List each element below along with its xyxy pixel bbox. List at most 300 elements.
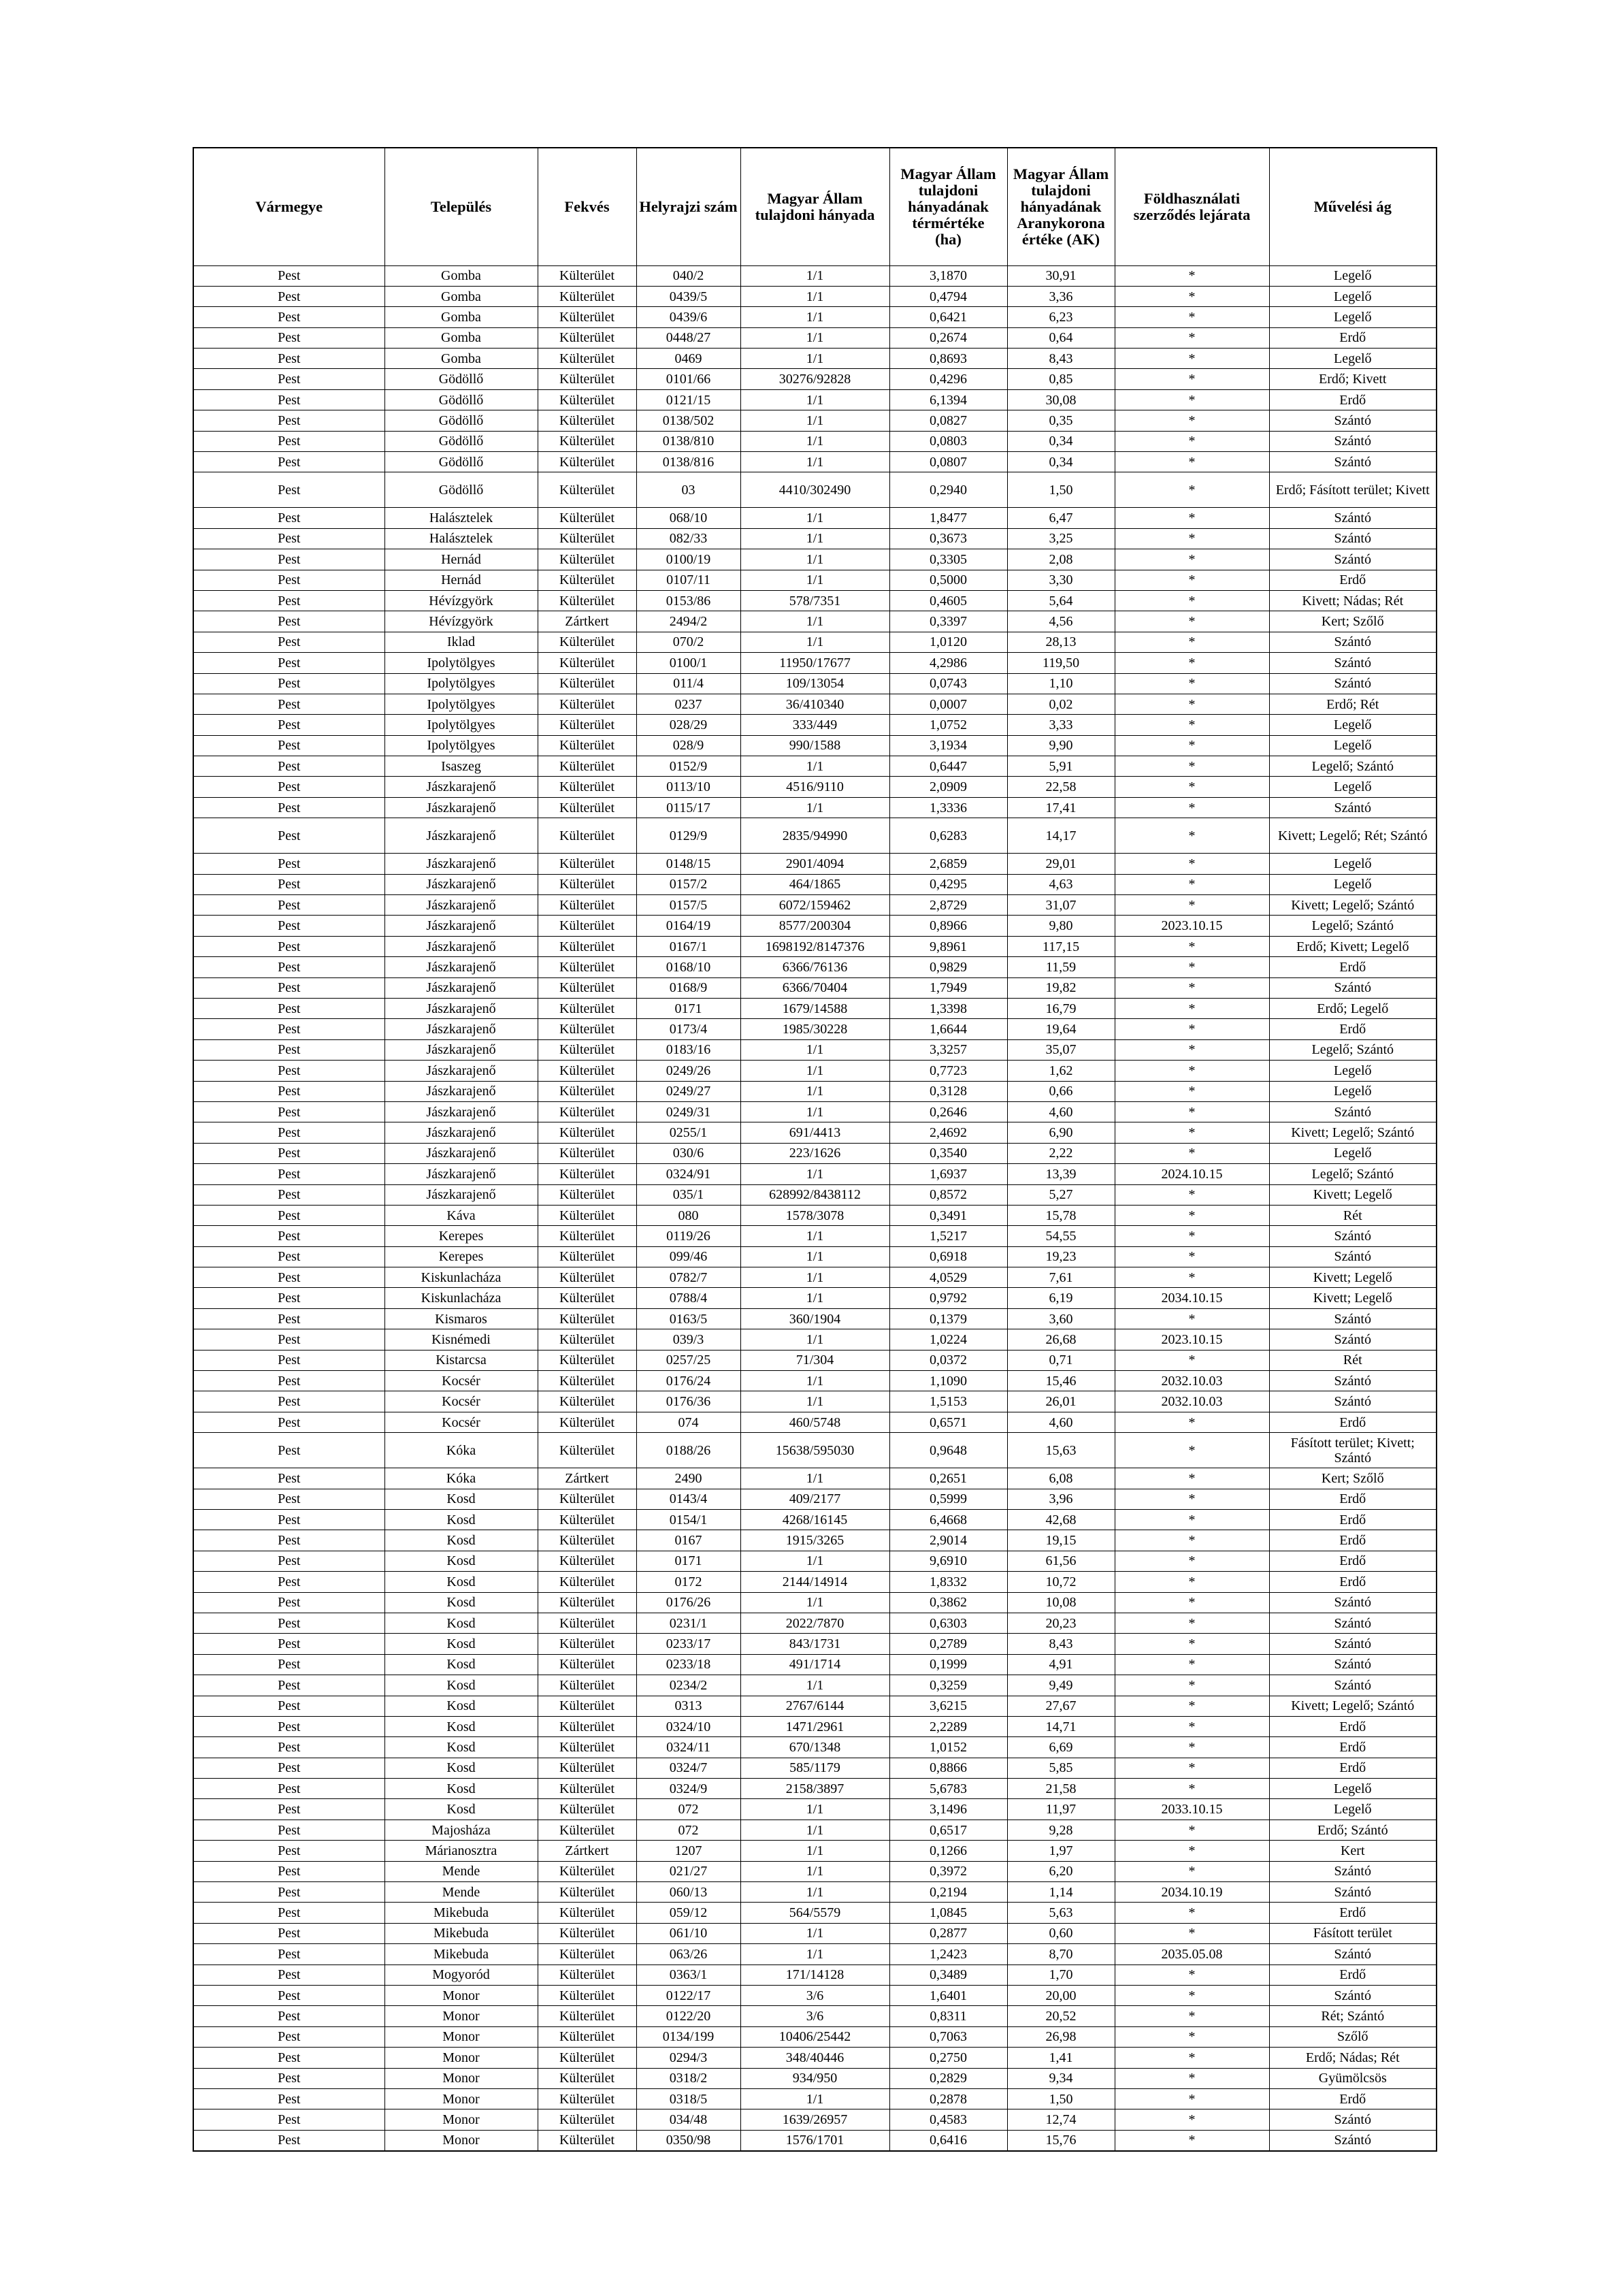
cell-fekves: Külterület <box>538 895 636 916</box>
cell-muvelesi-ag: Szántó <box>1269 1308 1437 1329</box>
cell-varmegye: Pest <box>193 508 384 528</box>
cell-aranykorona: 19,82 <box>1007 977 1115 998</box>
table-row <box>193 1923 1437 1943</box>
cell-muvelesi-ag: Kivett; Legelő; Rét; Szántó <box>1269 818 1437 854</box>
cell-muvelesi-ag: Szántó <box>1269 1101 1437 1122</box>
cell-varmegye: Pest <box>193 1820 384 1840</box>
cell-termertek: 0,2878 <box>889 2088 1007 2109</box>
cell-helyrajzi-szam: 0249/31 <box>636 1101 740 1122</box>
cell-varmegye: Pest <box>193 528 384 549</box>
cell-termertek: 0,3397 <box>889 611 1007 632</box>
cell-aranykorona: 3,60 <box>1007 1308 1115 1329</box>
cell-fekves: Külterület <box>538 1267 636 1288</box>
table-row <box>193 1412 1437 1432</box>
cell-tulajdoni-hanyad: 585/1179 <box>740 1758 889 1778</box>
cell-aranykorona: 4,60 <box>1007 1412 1115 1432</box>
cell-helyrajzi-szam: 0167 <box>636 1530 740 1551</box>
cell-muvelesi-ag: Erdő <box>1269 1509 1437 1530</box>
cell-varmegye: Pest <box>193 1779 384 1799</box>
cell-telepules: Kosd <box>384 1572 538 1592</box>
cell-muvelesi-ag: Erdő; Legelő <box>1269 999 1437 1019</box>
table-row <box>193 1696 1437 1716</box>
cell-muvelesi-ag: Legelő <box>1269 1799 1437 1820</box>
cell-muvelesi-ag: Erdő; Nádas; Rét <box>1269 2048 1437 2068</box>
cell-aranykorona: 0,34 <box>1007 431 1115 451</box>
cell-aranykorona: 26,98 <box>1007 2026 1115 2047</box>
cell-termertek: 1,7949 <box>889 977 1007 998</box>
cell-muvelesi-ag: Szántó <box>1269 1226 1437 1246</box>
cell-fekves: Külterület <box>538 307 636 327</box>
cell-tulajdoni-hanyad: 1/1 <box>740 1371 889 1391</box>
cell-tulajdoni-hanyad: 1/1 <box>740 410 889 431</box>
cell-tulajdoni-hanyad: 1/1 <box>740 756 889 777</box>
table-row <box>193 1061 1437 1081</box>
cell-helyrajzi-szam: 0168/9 <box>636 977 740 998</box>
cell-fekves: Külterület <box>538 1923 636 1943</box>
cell-muvelesi-ag: Kert; Szőlő <box>1269 1468 1437 1489</box>
cell-szerzodes-lejarata: * <box>1115 874 1269 894</box>
cell-aranykorona: 26,68 <box>1007 1329 1115 1350</box>
cell-szerzodes-lejarata: * <box>1115 611 1269 632</box>
table-row <box>193 735 1437 756</box>
cell-tulajdoni-hanyad: 3/6 <box>740 2006 889 2026</box>
cell-muvelesi-ag: Erdő; Szántó <box>1269 1820 1437 1840</box>
table-row <box>193 632 1437 652</box>
cell-varmegye: Pest <box>193 854 384 874</box>
cell-varmegye: Pest <box>193 1350 384 1370</box>
cell-fekves: Külterület <box>538 1903 636 1923</box>
cell-fekves: Külterület <box>538 369 636 389</box>
cell-tulajdoni-hanyad: 2767/6144 <box>740 1696 889 1716</box>
cell-szerzodes-lejarata: * <box>1115 1184 1269 1205</box>
table-row <box>193 1572 1437 1592</box>
cell-telepules: Ipolytölgyes <box>384 653 538 673</box>
cell-fekves: Külterület <box>538 452 636 472</box>
cell-szerzodes-lejarata: * <box>1115 389 1269 410</box>
header-helyrajzi-szam: Helyrajzi szám <box>636 148 740 265</box>
cell-tulajdoni-hanyad: 4410/302490 <box>740 472 889 508</box>
cell-varmegye: Pest <box>193 410 384 431</box>
cell-termertek: 0,2646 <box>889 1101 1007 1122</box>
cell-varmegye: Pest <box>193 369 384 389</box>
cell-aranykorona: 9,80 <box>1007 916 1115 936</box>
table-row <box>193 916 1437 936</box>
cell-tulajdoni-hanyad: 1/1 <box>740 1944 889 1964</box>
cell-szerzodes-lejarata: * <box>1115 1592 1269 1613</box>
cell-muvelesi-ag: Legelő; Szántó <box>1269 1164 1437 1184</box>
cell-telepules: Kisnémedi <box>384 1329 538 1350</box>
cell-szerzodes-lejarata: * <box>1115 1308 1269 1329</box>
cell-varmegye: Pest <box>193 611 384 632</box>
cell-aranykorona: 6,08 <box>1007 1468 1115 1489</box>
cell-tulajdoni-hanyad: 1/1 <box>740 632 889 652</box>
cell-termertek: 0,0827 <box>889 410 1007 431</box>
cell-varmegye: Pest <box>193 1841 384 1861</box>
cell-varmegye: Pest <box>193 1737 384 1758</box>
cell-aranykorona: 0,60 <box>1007 1923 1115 1943</box>
table-row <box>193 1634 1437 1654</box>
cell-szerzodes-lejarata: * <box>1115 1489 1269 1509</box>
cell-tulajdoni-hanyad: 1/1 <box>740 528 889 549</box>
cell-termertek: 0,3128 <box>889 1081 1007 1101</box>
cell-tulajdoni-hanyad: 670/1348 <box>740 1737 889 1758</box>
cell-termertek: 1,0120 <box>889 632 1007 652</box>
cell-muvelesi-ag: Szántó <box>1269 1246 1437 1267</box>
cell-szerzodes-lejarata: * <box>1115 1019 1269 1039</box>
cell-tulajdoni-hanyad: 1679/14588 <box>740 999 889 1019</box>
cell-muvelesi-ag: Fásított terület <box>1269 1923 1437 1943</box>
cell-aranykorona: 13,39 <box>1007 1164 1115 1184</box>
cell-fekves: Külterület <box>538 1861 636 1881</box>
cell-fekves: Külterület <box>538 1592 636 1613</box>
cell-termertek: 0,2651 <box>889 1468 1007 1489</box>
cell-helyrajzi-szam: 0183/16 <box>636 1039 740 1060</box>
cell-szerzodes-lejarata: * <box>1115 1350 1269 1370</box>
cell-tulajdoni-hanyad: 464/1865 <box>740 874 889 894</box>
cell-muvelesi-ag: Szántó <box>1269 1371 1437 1391</box>
cell-szerzodes-lejarata: * <box>1115 2006 1269 2026</box>
cell-telepules: Mogyoród <box>384 1964 538 1985</box>
cell-aranykorona: 22,58 <box>1007 777 1115 797</box>
table-row <box>193 307 1437 327</box>
cell-muvelesi-ag: Legelő <box>1269 1143 1437 1163</box>
cell-termertek: 0,2674 <box>889 327 1007 348</box>
cell-varmegye: Pest <box>193 1391 384 1412</box>
cell-varmegye: Pest <box>193 1882 384 1903</box>
cell-tulajdoni-hanyad: 1/1 <box>740 1081 889 1101</box>
cell-szerzodes-lejarata: * <box>1115 570 1269 590</box>
cell-fekves: Külterület <box>538 1696 636 1716</box>
cell-termertek: 0,0807 <box>889 452 1007 472</box>
cell-telepules: Kosd <box>384 1509 538 1530</box>
cell-tulajdoni-hanyad: 1/1 <box>740 1551 889 1571</box>
cell-telepules: Kocsér <box>384 1412 538 1432</box>
cell-helyrajzi-szam: 0167/1 <box>636 936 740 956</box>
cell-muvelesi-ag: Erdő <box>1269 327 1437 348</box>
cell-tulajdoni-hanyad: 30276/92828 <box>740 369 889 389</box>
cell-fekves: Külterület <box>538 735 636 756</box>
cell-szerzodes-lejarata: * <box>1115 265 1269 286</box>
cell-tulajdoni-hanyad: 1/1 <box>740 1468 889 1489</box>
cell-szerzodes-lejarata: * <box>1115 1634 1269 1654</box>
cell-fekves: Külterület <box>538 1716 636 1736</box>
cell-fekves: Külterület <box>538 2130 636 2150</box>
cell-aranykorona: 6,69 <box>1007 1737 1115 1758</box>
cell-szerzodes-lejarata: * <box>1115 1923 1269 1943</box>
table-row <box>193 2026 1437 2047</box>
cell-telepules: Majosháza <box>384 1820 538 1840</box>
cell-aranykorona: 6,20 <box>1007 1861 1115 1881</box>
cell-termertek: 0,0007 <box>889 694 1007 714</box>
cell-helyrajzi-szam: 061/10 <box>636 1923 740 1943</box>
cell-szerzodes-lejarata: * <box>1115 1412 1269 1432</box>
cell-fekves: Külterület <box>538 1308 636 1329</box>
cell-fekves: Külterület <box>538 1371 636 1391</box>
cell-aranykorona: 30,91 <box>1007 265 1115 286</box>
cell-szerzodes-lejarata: * <box>1115 2130 1269 2150</box>
cell-tulajdoni-hanyad: 1698192/8147376 <box>740 936 889 956</box>
cell-muvelesi-ag: Szántó <box>1269 1861 1437 1881</box>
cell-tulajdoni-hanyad: 2835/94990 <box>740 818 889 854</box>
cell-szerzodes-lejarata: * <box>1115 369 1269 389</box>
cell-termertek: 3,1934 <box>889 735 1007 756</box>
table-row <box>193 673 1437 694</box>
cell-termertek: 2,9014 <box>889 1530 1007 1551</box>
cell-varmegye: Pest <box>193 957 384 977</box>
cell-termertek: 1,8332 <box>889 1572 1007 1592</box>
cell-helyrajzi-szam: 0122/20 <box>636 2006 740 2026</box>
cell-varmegye: Pest <box>193 895 384 916</box>
cell-aranykorona: 10,08 <box>1007 1592 1115 1613</box>
cell-helyrajzi-szam: 0249/27 <box>636 1081 740 1101</box>
cell-aranykorona: 9,28 <box>1007 1820 1115 1840</box>
cell-helyrajzi-szam: 0157/2 <box>636 874 740 894</box>
cell-varmegye: Pest <box>193 1944 384 1964</box>
cell-helyrajzi-szam: 0115/17 <box>636 797 740 818</box>
cell-fekves: Külterület <box>538 1164 636 1184</box>
cell-muvelesi-ag: Kivett; Legelő <box>1269 1267 1437 1288</box>
cell-muvelesi-ag: Szántó <box>1269 549 1437 570</box>
table-row <box>193 854 1437 874</box>
cell-telepules: Iklad <box>384 632 538 652</box>
cell-muvelesi-ag: Erdő <box>1269 1489 1437 1509</box>
cell-varmegye: Pest <box>193 2109 384 2130</box>
cell-szerzodes-lejarata: * <box>1115 2068 1269 2088</box>
cell-termertek: 1,5153 <box>889 1391 1007 1412</box>
cell-varmegye: Pest <box>193 777 384 797</box>
cell-muvelesi-ag: Legelő <box>1269 874 1437 894</box>
cell-telepules: Jászkarajenő <box>384 1081 538 1101</box>
cell-fekves: Külterület <box>538 632 636 652</box>
cell-muvelesi-ag: Szántó <box>1269 1592 1437 1613</box>
cell-helyrajzi-szam: 0249/26 <box>636 1061 740 1081</box>
cell-termertek: 0,8866 <box>889 1758 1007 1778</box>
cell-termertek: 3,1870 <box>889 265 1007 286</box>
cell-telepules: Jászkarajenő <box>384 936 538 956</box>
cell-szerzodes-lejarata: * <box>1115 549 1269 570</box>
cell-tulajdoni-hanyad: 10406/25442 <box>740 2026 889 2047</box>
cell-muvelesi-ag: Szántó <box>1269 431 1437 451</box>
cell-fekves: Külterület <box>538 1737 636 1758</box>
cell-telepules: Monor <box>384 2130 538 2150</box>
cell-tulajdoni-hanyad: 1/1 <box>740 1882 889 1903</box>
cell-szerzodes-lejarata: * <box>1115 653 1269 673</box>
cell-aranykorona: 0,71 <box>1007 1350 1115 1370</box>
cell-szerzodes-lejarata: * <box>1115 1246 1269 1267</box>
cell-helyrajzi-szam: 0101/66 <box>636 369 740 389</box>
cell-telepules: Jászkarajenő <box>384 797 538 818</box>
cell-tulajdoni-hanyad: 1576/1701 <box>740 2130 889 2150</box>
cell-helyrajzi-szam: 0121/15 <box>636 389 740 410</box>
cell-telepules: Jászkarajenő <box>384 1143 538 1163</box>
cell-telepules: Jászkarajenő <box>384 957 538 977</box>
cell-termertek: 0,2877 <box>889 1923 1007 1943</box>
table-row <box>193 756 1437 777</box>
cell-fekves: Külterület <box>538 1799 636 1820</box>
table-row <box>193 1164 1437 1184</box>
cell-muvelesi-ag: Legelő; Szántó <box>1269 1039 1437 1060</box>
cell-telepules: Kosd <box>384 1675 538 1696</box>
cell-termertek: 0,3972 <box>889 1861 1007 1881</box>
cell-tulajdoni-hanyad: 2901/4094 <box>740 854 889 874</box>
cell-szerzodes-lejarata: 2033.10.15 <box>1115 1799 1269 1820</box>
cell-szerzodes-lejarata: 2032.10.03 <box>1115 1391 1269 1412</box>
cell-helyrajzi-szam: 0143/4 <box>636 1489 740 1509</box>
cell-aranykorona: 54,55 <box>1007 1226 1115 1246</box>
cell-szerzodes-lejarata: * <box>1115 1716 1269 1736</box>
cell-aranykorona: 14,17 <box>1007 818 1115 854</box>
cell-muvelesi-ag: Erdő <box>1269 1737 1437 1758</box>
table-row <box>193 1371 1437 1391</box>
cell-tulajdoni-hanyad: 1/1 <box>740 389 889 410</box>
cell-telepules: Gomba <box>384 286 538 306</box>
cell-fekves: Zártkert <box>538 611 636 632</box>
cell-telepules: Mikebuda <box>384 1923 538 1943</box>
table-row <box>193 1903 1437 1923</box>
cell-helyrajzi-szam: 0100/19 <box>636 549 740 570</box>
cell-muvelesi-ag: Szántó <box>1269 2130 1437 2150</box>
cell-helyrajzi-szam: 0324/9 <box>636 1779 740 1799</box>
cell-fekves: Külterület <box>538 756 636 777</box>
cell-tulajdoni-hanyad: 109/13054 <box>740 673 889 694</box>
cell-aranykorona: 5,63 <box>1007 1903 1115 1923</box>
cell-szerzodes-lejarata: * <box>1115 410 1269 431</box>
cell-helyrajzi-szam: 0231/1 <box>636 1613 740 1633</box>
cell-szerzodes-lejarata: * <box>1115 999 1269 1019</box>
cell-aranykorona: 35,07 <box>1007 1039 1115 1060</box>
table-row <box>193 2130 1437 2150</box>
cell-fekves: Külterület <box>538 2109 636 2130</box>
cell-varmegye: Pest <box>193 1592 384 1613</box>
cell-telepules: Kocsér <box>384 1391 538 1412</box>
cell-fekves: Külterület <box>538 2088 636 2109</box>
cell-varmegye: Pest <box>193 1530 384 1551</box>
table-row <box>193 2109 1437 2130</box>
cell-tulajdoni-hanyad: 223/1626 <box>740 1143 889 1163</box>
table-row <box>193 508 1437 528</box>
cell-telepules: Kosd <box>384 1737 538 1758</box>
cell-aranykorona: 20,52 <box>1007 2006 1115 2026</box>
cell-aranykorona: 2,08 <box>1007 549 1115 570</box>
cell-aranykorona: 11,59 <box>1007 957 1115 977</box>
cell-fekves: Külterület <box>538 528 636 549</box>
cell-fekves: Külterület <box>538 2006 636 2026</box>
cell-aranykorona: 119,50 <box>1007 653 1115 673</box>
cell-varmegye: Pest <box>193 1923 384 1943</box>
parcel-table <box>193 147 1437 2152</box>
cell-fekves: Külterület <box>538 1019 636 1039</box>
cell-muvelesi-ag: Szántó <box>1269 508 1437 528</box>
cell-tulajdoni-hanyad: 1/1 <box>740 452 889 472</box>
table-row <box>193 1799 1437 1820</box>
cell-termertek: 0,6918 <box>889 1246 1007 1267</box>
cell-fekves: Külterület <box>538 2048 636 2068</box>
cell-fekves: Külterület <box>538 1061 636 1081</box>
cell-fekves: Külterület <box>538 653 636 673</box>
cell-tulajdoni-hanyad: 1/1 <box>740 1820 889 1840</box>
cell-fekves: Külterület <box>538 797 636 818</box>
cell-muvelesi-ag: Szántó <box>1269 673 1437 694</box>
table-row <box>193 265 1437 286</box>
cell-fekves: Külterület <box>538 1329 636 1350</box>
cell-varmegye: Pest <box>193 389 384 410</box>
cell-muvelesi-ag: Legelő <box>1269 349 1437 369</box>
cell-fekves: Külterület <box>538 410 636 431</box>
cell-termertek: 0,0803 <box>889 431 1007 451</box>
cell-helyrajzi-szam: 0122/17 <box>636 1985 740 2005</box>
cell-fekves: Külterület <box>538 389 636 410</box>
cell-varmegye: Pest <box>193 1654 384 1675</box>
cell-telepules: Kistarcsa <box>384 1350 538 1370</box>
cell-telepules: Kosd <box>384 1551 538 1571</box>
cell-termertek: 0,6447 <box>889 756 1007 777</box>
cell-muvelesi-ag: Erdő; Kivett <box>1269 369 1437 389</box>
cell-tulajdoni-hanyad: 491/1714 <box>740 1654 889 1675</box>
table-row <box>193 1758 1437 1778</box>
cell-muvelesi-ag: Fásított terület; Kivett; Szántó <box>1269 1433 1437 1468</box>
cell-szerzodes-lejarata: * <box>1115 632 1269 652</box>
cell-varmegye: Pest <box>193 452 384 472</box>
header-row <box>193 148 1437 265</box>
cell-fekves: Külterület <box>538 977 636 998</box>
cell-telepules: Gödöllő <box>384 472 538 508</box>
table-row <box>193 1716 1437 1736</box>
cell-varmegye: Pest <box>193 1489 384 1509</box>
cell-tulajdoni-hanyad: 2144/14914 <box>740 1572 889 1592</box>
cell-telepules: Jászkarajenő <box>384 777 538 797</box>
header-fekves: Fekvés <box>538 148 636 265</box>
cell-telepules: Kerepes <box>384 1226 538 1246</box>
table-body <box>193 265 1437 2151</box>
cell-fekves: Külterület <box>538 1350 636 1370</box>
cell-helyrajzi-szam: 0255/1 <box>636 1122 740 1143</box>
table-row <box>193 452 1437 472</box>
cell-termertek: 9,8961 <box>889 936 1007 956</box>
cell-termertek: 0,3673 <box>889 528 1007 549</box>
cell-szerzodes-lejarata: * <box>1115 1101 1269 1122</box>
cell-helyrajzi-szam: 0788/4 <box>636 1288 740 1308</box>
cell-tulajdoni-hanyad: 1/1 <box>740 265 889 286</box>
cell-fekves: Külterület <box>538 1184 636 1205</box>
cell-telepules: Jászkarajenő <box>384 1184 538 1205</box>
cell-varmegye: Pest <box>193 1371 384 1391</box>
cell-termertek: 0,6517 <box>889 1820 1007 1840</box>
cell-aranykorona: 31,07 <box>1007 895 1115 916</box>
cell-telepules: Monor <box>384 2006 538 2026</box>
cell-tulajdoni-hanyad: 1/1 <box>740 349 889 369</box>
cell-helyrajzi-szam: 0324/91 <box>636 1164 740 1184</box>
cell-termertek: 2,2289 <box>889 1716 1007 1736</box>
cell-termertek: 0,2940 <box>889 472 1007 508</box>
cell-muvelesi-ag: Szántó <box>1269 653 1437 673</box>
cell-termertek: 1,0152 <box>889 1737 1007 1758</box>
cell-telepules: Jászkarajenő <box>384 818 538 854</box>
cell-helyrajzi-szam: 0138/502 <box>636 410 740 431</box>
cell-muvelesi-ag: Legelő <box>1269 1779 1437 1799</box>
table-row <box>193 327 1437 348</box>
cell-szerzodes-lejarata: * <box>1115 715 1269 735</box>
cell-termertek: 0,6421 <box>889 307 1007 327</box>
cell-fekves: Külterület <box>538 2068 636 2088</box>
cell-termertek: 6,4668 <box>889 1509 1007 1530</box>
cell-helyrajzi-szam: 0233/18 <box>636 1654 740 1675</box>
cell-telepules: Gomba <box>384 265 538 286</box>
cell-muvelesi-ag: Erdő <box>1269 1716 1437 1736</box>
cell-muvelesi-ag: Erdő; Rét <box>1269 694 1437 714</box>
cell-aranykorona: 16,79 <box>1007 999 1115 1019</box>
cell-helyrajzi-szam: 074 <box>636 1412 740 1432</box>
cell-termertek: 1,1090 <box>889 1371 1007 1391</box>
